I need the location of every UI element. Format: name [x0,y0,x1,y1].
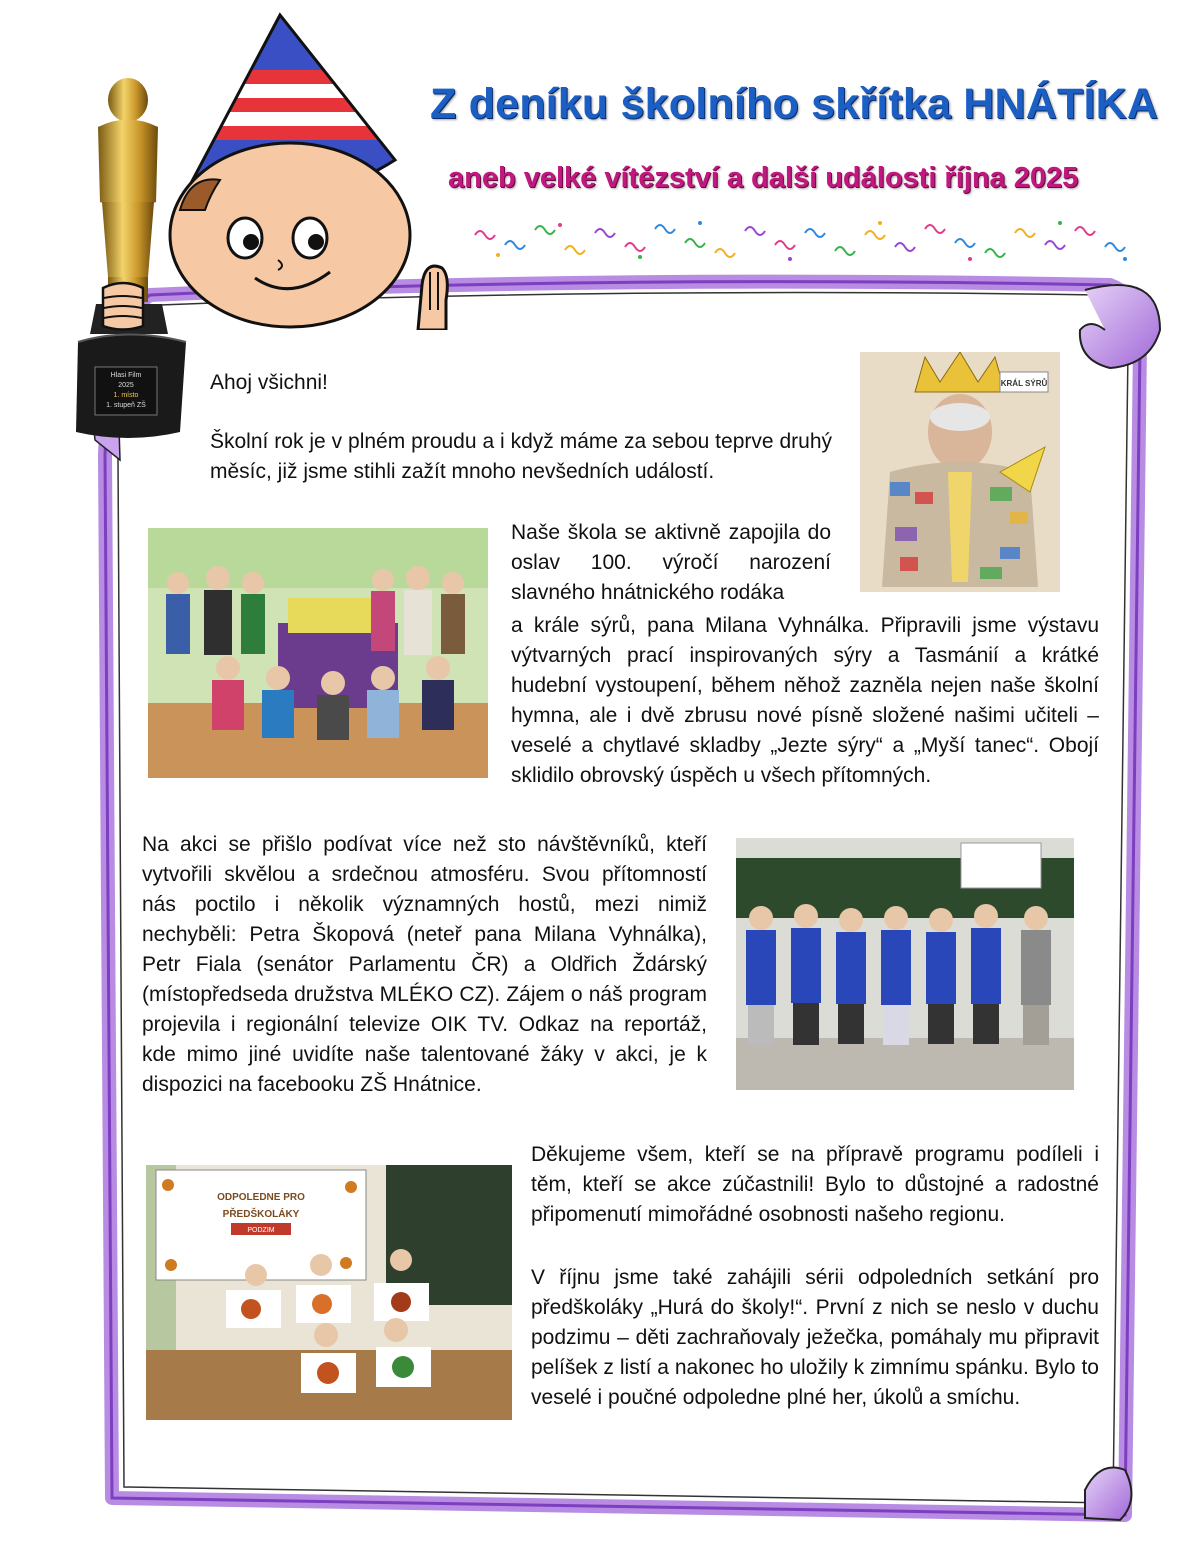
photo-cheese-king-collage [860,352,1060,592]
gnome-mascot-illustration [150,10,490,330]
intro-paragraph: Školní rok je v plném proudu a i když máme za sebou teprve druhý měsíc, již jsme stihli zažít mnoho nevšedních událostí. [210,430,832,483]
plaque-line-4: 1. stupeň ZŠ [106,402,146,409]
screen-button: PODZIM [247,1227,275,1234]
paragraph-thanks: Děkujeme všem, kteří se na přípravě programu podíleli i těm, kteří se akce zúčastnili! Bylo to důstojné a radostné připomenutí mimořádné osobnosti našeho regionu. [531,1143,1099,1226]
plaque-line-3: 1. místo [113,392,139,399]
page-subtitle: aneb velké vítězství a další události října 2025 [448,162,1079,194]
plaque-line-2: 2025 [118,382,134,389]
greeting-text: Ahoj všichni! [210,371,328,394]
king-sign-label: KRÁL SÝRŮ [1000,379,1048,388]
confetti-decoration [470,215,1140,265]
photo-kids-exhibition [148,528,488,778]
trophy-illustration [68,72,198,442]
photo-choir-blue-shirts [736,838,1074,1090]
paragraph-celebration-part-1: Naše škola se aktivně zapojila do oslav 100. výročí narození slavného hnátnického rodáka [511,521,831,604]
paragraph-celebration-part-2: a krále sýrů, pana Milana Vyhnálka. Připravili jsme výstavu výtvarných prací inspirovaných sýry a Tasmánií a krátké hudební vystoupení, během něhož zazněla nejen naše školní hymna, ale i dvě zbrusu nové písně složené našimi učiteli – veselé a chytlavé skladby „Jezte sýry“ a „Myší tanec“. Obojí sklidilo obrovský úspěch u všech přítomných. [511,614,1099,787]
paragraph-visitors: Na akci se přišlo podívat více než sto návštěvníků, kteří vytvořili skvělou a srdečnou atmosféru. Svou přítomností nás poctilo i několik významných hostů, mezi nimiž nechyběli: Petra Škopová (neteř pana Milana Vyhnálka), Petr Fiala (senátor Parlamentu ČR) a Oldřich Ždárský (místopředseda družstva MLÉKO CZ). Zájem o náš program projevila i regionální televize OIK TV. Odkaz na reportáž, kde mimo jiné uvidíte naše talentované žáky v akci, je k dispozici na facebooku ZŠ Hnátnice. [142,833,707,1096]
photo-preschoolers-autumn [146,1165,512,1420]
gnome-hand-icon [98,278,148,333]
screen-line-1: ODPOLEDNE PRO [217,1192,305,1203]
plaque-line-1: Hlasi Film [110,372,142,379]
screen-line-2: PŘEDŠKOLÁKY [222,1209,300,1220]
page-title: Z deníku školního skřítka HNÁTÍKA [430,80,1159,128]
paragraph-preschoolers: V říjnu jsme také zahájili sérii odpoledních setkání pro předškoláky „Hurá do školy!“. První z nich se neslo v duchu podzimu – děti zachraňovaly ježečka, pomáhaly mu připravit pelíšek z listí a nakonec ho uložily k zimnímu spánku. Bylo to veselé i poučné odpoledne plné her, úkolů a smíchu. [531,1266,1099,1409]
